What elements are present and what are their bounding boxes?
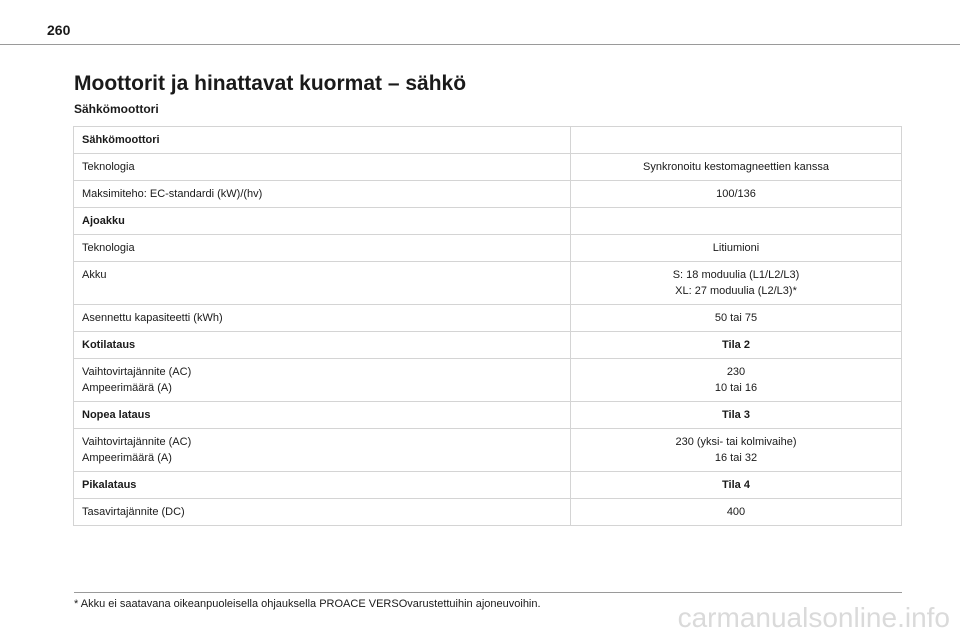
table-row bbox=[74, 262, 902, 305]
value-line: 230 bbox=[726, 366, 746, 378]
table-cell-value: Tila 4 bbox=[571, 472, 902, 499]
top-divider bbox=[0, 44, 960, 45]
table-row-fast-charging-header bbox=[74, 402, 902, 429]
label-line: Vaihtovirtajännite (AC) bbox=[82, 366, 192, 378]
table-cell-value: 400 bbox=[571, 499, 902, 526]
table-cell-label bbox=[74, 429, 571, 472]
table-cell-label: Akku bbox=[74, 262, 571, 305]
footnote: * Akku ei saatavana oikeanpuoleisella ohjauksella PROACE VERSOvarustettuihin ajoneuvoihin. bbox=[74, 598, 541, 610]
table-cell-label: Asennettu kapasiteetti (kWh) bbox=[74, 305, 571, 332]
table-row-rapid-charging-header bbox=[74, 472, 902, 499]
table-cell-value: 100/136 bbox=[571, 181, 902, 208]
table-cell-value bbox=[571, 127, 902, 154]
table-row bbox=[74, 235, 902, 262]
table-cell-value bbox=[571, 208, 902, 235]
table-cell-value bbox=[571, 262, 902, 305]
spec-table bbox=[73, 126, 902, 526]
table-cell-label bbox=[74, 359, 571, 402]
page-title: Moottorit ja hinattavat kuormat – sähkö bbox=[74, 72, 467, 95]
table-row bbox=[74, 499, 902, 526]
table-row-electric-motor-header bbox=[74, 127, 902, 154]
value-line: 230 (yksi- tai kolmivaihe) bbox=[675, 436, 797, 448]
value-line: 16 tai 32 bbox=[714, 452, 758, 464]
table-cell-label: Nopea lataus bbox=[74, 402, 571, 429]
value-line: XL: 27 moduulia (L2/L3)* bbox=[675, 285, 797, 297]
table-cell-label: Pikalataus bbox=[74, 472, 571, 499]
table-row-traction-battery-header bbox=[74, 208, 902, 235]
table-row bbox=[74, 305, 902, 332]
footnote-divider bbox=[74, 592, 902, 593]
table-cell-value: Litiumioni bbox=[571, 235, 902, 262]
table-cell-value: Synkronoitu kestomagneettien kanssa bbox=[571, 154, 902, 181]
table-row bbox=[74, 429, 902, 472]
watermark: carmanualsonline.info bbox=[677, 602, 950, 633]
page-number: 260 bbox=[47, 22, 71, 38]
label-line: Ampeerimäärä (A) bbox=[82, 382, 172, 394]
table-cell-label: Kotilataus bbox=[74, 332, 571, 359]
table-row-home-charging-header bbox=[74, 332, 902, 359]
table-cell-value: Tila 2 bbox=[571, 332, 902, 359]
table-cell-value: Tila 3 bbox=[571, 402, 902, 429]
table-row bbox=[74, 154, 902, 181]
section-subtitle: Sähkömoottori bbox=[74, 102, 159, 116]
value-line: 10 tai 16 bbox=[714, 382, 758, 394]
table-cell-label: Teknologia bbox=[74, 154, 571, 181]
table-cell-label: Teknologia bbox=[74, 235, 571, 262]
value-line: S: 18 moduulia (L1/L2/L3) bbox=[672, 269, 800, 281]
label-line: Ampeerimäärä (A) bbox=[82, 452, 172, 464]
table-cell-label: Sähkömoottori bbox=[74, 127, 571, 154]
table-cell-label: Ajoakku bbox=[74, 208, 571, 235]
label-line: Vaihtovirtajännite (AC) bbox=[82, 436, 192, 448]
table-cell-label: Maksimiteho: EC-standardi (kW)/(hv) bbox=[74, 181, 571, 208]
table-cell-value bbox=[571, 429, 902, 472]
table-row bbox=[74, 181, 902, 208]
table-cell-label: Tasavirtajännite (DC) bbox=[74, 499, 571, 526]
table-cell-value: 50 tai 75 bbox=[571, 305, 902, 332]
table-row bbox=[74, 359, 902, 402]
table-cell-value bbox=[571, 359, 902, 402]
